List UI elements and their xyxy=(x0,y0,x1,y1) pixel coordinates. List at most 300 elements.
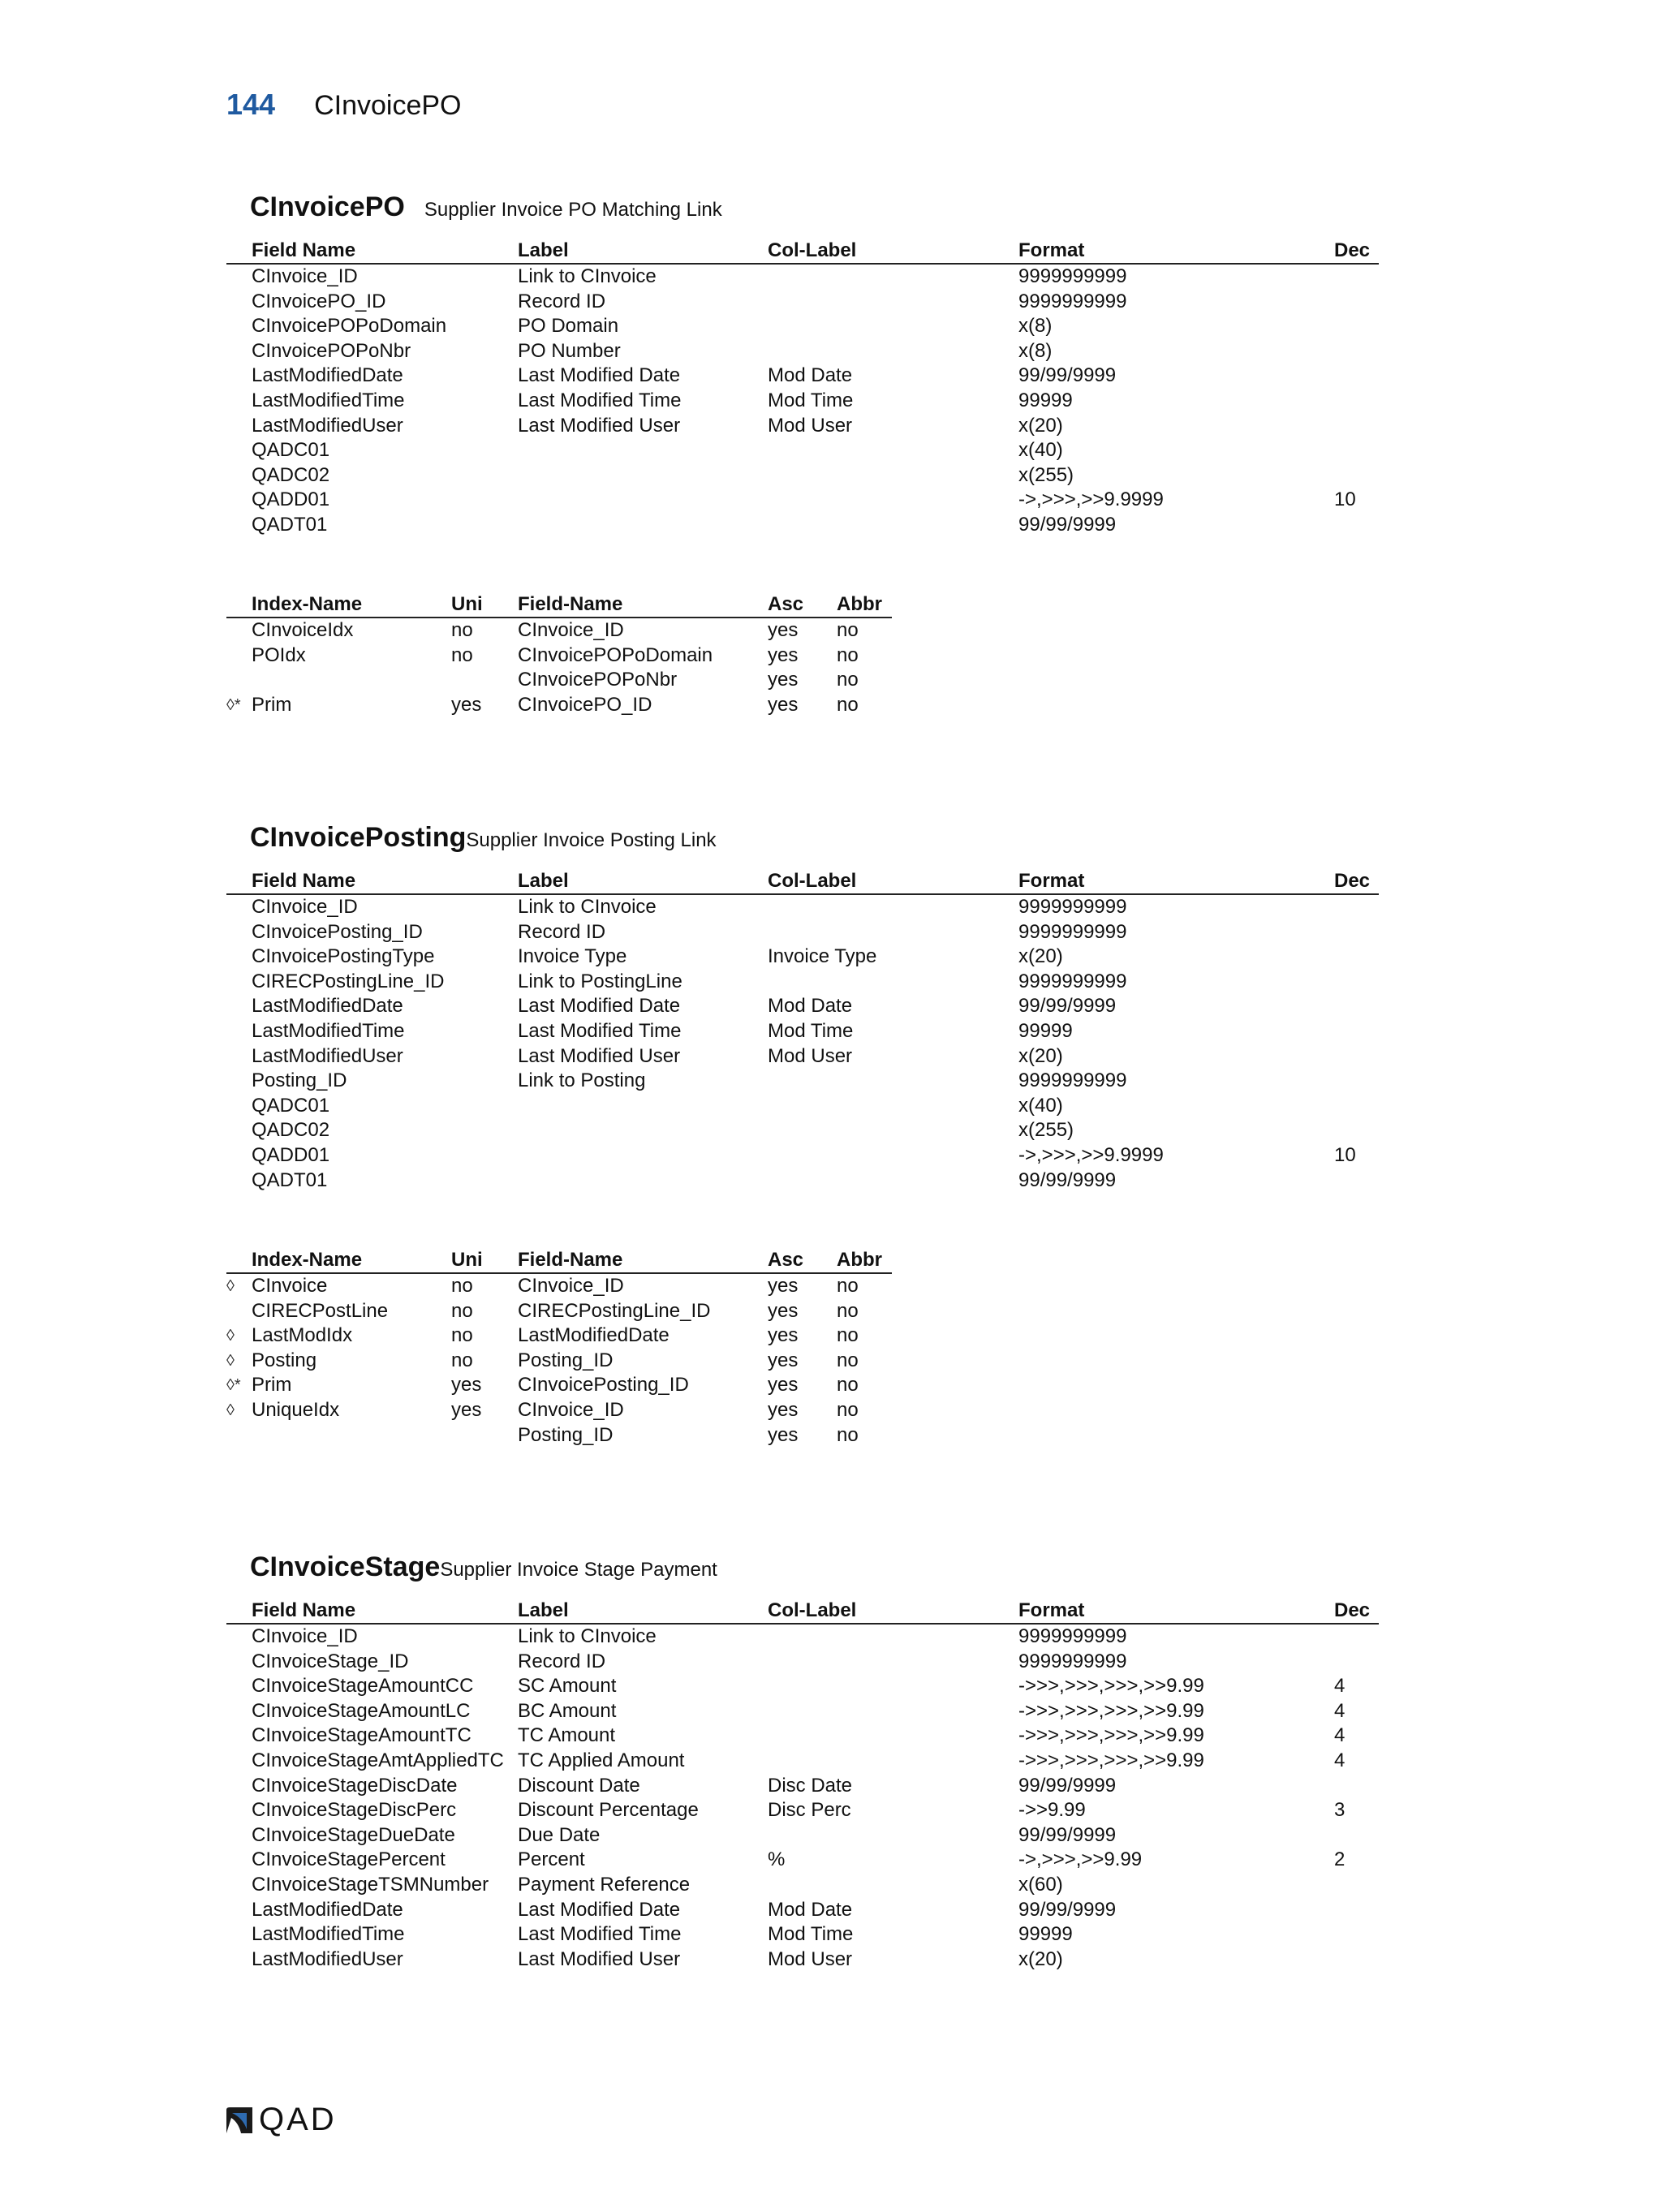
asc-cell: yes xyxy=(768,643,799,666)
dec-cell xyxy=(1334,1069,1379,1094)
dec-cell xyxy=(1334,314,1379,339)
index-row xyxy=(226,1423,892,1448)
format-cell: x(20) xyxy=(1018,414,1063,437)
format-cell: x(60) xyxy=(1018,1873,1063,1896)
col-label-cell: Mod User xyxy=(768,1947,853,1970)
format-cell: x(20) xyxy=(1018,1947,1063,1970)
dec-cell xyxy=(1334,290,1379,315)
label-cell: Last Modified Date xyxy=(518,1898,681,1921)
row-spacer xyxy=(226,945,252,970)
field-name-cell: CInvoicePOPoDomain xyxy=(252,315,447,338)
col-label-cell: Mod Time xyxy=(768,1923,854,1946)
format-cell: 99999 xyxy=(1018,1923,1073,1946)
index-row xyxy=(226,668,892,693)
table-row xyxy=(226,994,1379,1019)
field-name-cell: CInvoiceStageAmountCC xyxy=(252,1675,474,1698)
field-name-cell: QADC02 xyxy=(252,1119,330,1142)
format-cell: 99999 xyxy=(1018,389,1073,411)
format-cell: 9999999999 xyxy=(1018,1069,1127,1092)
col-label-cell xyxy=(768,265,1018,290)
label-cell xyxy=(518,513,768,538)
abbr-cell: no xyxy=(837,1423,859,1446)
col-label-cell: Disc Date xyxy=(768,1774,853,1797)
row-spacer xyxy=(226,1044,252,1069)
field-name-cell: LastModifiedUser xyxy=(252,1947,403,1970)
field-name-cell: CInvoice_ID xyxy=(518,619,624,641)
col-label-cell: Mod Time xyxy=(768,1019,854,1042)
field-name-cell: CInvoice_ID xyxy=(252,896,358,918)
label-cell xyxy=(518,1168,768,1194)
dec-cell xyxy=(1334,364,1379,389)
label-cell: Percent xyxy=(518,1848,585,1871)
label-cell: Link to PostingLine xyxy=(518,970,682,992)
table-row xyxy=(226,265,1379,290)
dec-cell xyxy=(1334,463,1379,488)
dec-cell: 10 xyxy=(1334,1143,1356,1166)
dec-cell xyxy=(1334,895,1379,920)
field-table xyxy=(226,869,1379,1193)
col-label-header: Col-Label xyxy=(768,1599,857,1621)
index-row xyxy=(226,1323,892,1349)
asc-cell: yes xyxy=(768,669,799,691)
asc-cell: yes xyxy=(768,693,799,716)
col-label-cell xyxy=(768,438,1018,463)
format-cell: x(20) xyxy=(1018,945,1063,968)
table-row xyxy=(226,314,1379,339)
abbr-cell: no xyxy=(837,1349,859,1371)
field-name-cell: CInvoiceStageAmtAppliedTC xyxy=(252,1749,504,1771)
table-row xyxy=(226,1898,1379,1923)
abbr-header: Abbr xyxy=(837,593,882,615)
index-row xyxy=(226,1299,892,1324)
asc-cell: yes xyxy=(768,619,799,641)
format-cell: x(8) xyxy=(1018,339,1053,362)
format-cell: 9999999999 xyxy=(1018,970,1127,992)
format-cell: x(20) xyxy=(1018,1044,1063,1067)
row-spacer xyxy=(226,339,252,364)
table-description: Supplier Invoice Posting Link xyxy=(466,829,717,851)
dec-cell: 10 xyxy=(1334,488,1356,511)
label-cell: Record ID xyxy=(518,290,606,312)
field-name-cell: LastModifiedDate xyxy=(518,1324,670,1347)
section-title xyxy=(250,192,722,223)
table-row xyxy=(226,1019,1379,1044)
label-cell: Discount Percentage xyxy=(518,1799,699,1822)
label-cell: Last Modified User xyxy=(518,1044,681,1067)
format-cell: 9999999999 xyxy=(1018,896,1127,918)
index-row xyxy=(226,693,892,718)
field-name-cell: LastModifiedDate xyxy=(252,364,403,387)
field-name-cell: LastModifiedUser xyxy=(252,1044,403,1067)
index-name-cell: Prim xyxy=(252,693,292,716)
field-name-cell: LastModifiedTime xyxy=(252,389,405,411)
index-marker: ◊ xyxy=(226,1401,235,1419)
index-name-cell: Prim xyxy=(252,1374,292,1396)
table-row xyxy=(226,1724,1379,1749)
table-row xyxy=(226,488,1379,513)
col-label-cell: Disc Perc xyxy=(768,1799,851,1822)
field-table xyxy=(226,239,1379,538)
format-cell: 9999999999 xyxy=(1018,265,1127,287)
table-row xyxy=(226,339,1379,364)
page-number: 144 xyxy=(226,88,276,121)
field-name-cell: LastModifiedTime xyxy=(252,1923,405,1946)
label-cell: Link to CInvoice xyxy=(518,1625,657,1647)
label-cell xyxy=(518,1118,768,1143)
table-row xyxy=(226,1848,1379,1873)
format-cell: ->,>>>,>>9.9999 xyxy=(1018,488,1164,511)
uni-cell: no xyxy=(451,1299,473,1322)
field-name-cell: CInvoiceStageDueDate xyxy=(252,1823,455,1846)
table-name: CInvoicePosting xyxy=(250,822,467,853)
field-name-cell: QADT01 xyxy=(252,1168,328,1191)
header-spacer xyxy=(226,592,252,617)
field-name-cell: LastModifiedTime xyxy=(252,1019,405,1042)
table-row xyxy=(226,389,1379,414)
col-label-cell xyxy=(768,314,1018,339)
index-table xyxy=(226,592,892,717)
label-cell: BC Amount xyxy=(518,1699,617,1722)
row-spacer xyxy=(226,1143,252,1168)
index-table-header xyxy=(226,592,892,618)
dec-cell xyxy=(1334,1898,1379,1923)
dec-cell xyxy=(1334,970,1379,995)
dec-cell xyxy=(1334,1774,1379,1799)
table-row xyxy=(226,1168,1379,1194)
label-cell: Last Modified User xyxy=(518,1947,681,1970)
row-spacer xyxy=(226,1118,252,1143)
col-label-cell xyxy=(768,1118,1018,1143)
col-label-cell: Invoice Type xyxy=(768,945,877,968)
index-name-cell xyxy=(252,1423,451,1448)
row-spacer xyxy=(226,314,252,339)
index-row xyxy=(226,643,892,669)
dec-cell xyxy=(1334,339,1379,364)
field-name-cell: CInvoicePOPoNbr xyxy=(252,339,411,362)
dec-cell: 4 xyxy=(1334,1724,1346,1747)
dec-cell: 4 xyxy=(1334,1699,1346,1722)
label-cell xyxy=(518,438,768,463)
format-cell: 99999 xyxy=(1018,1019,1073,1042)
label-cell xyxy=(518,463,768,488)
col-label-cell xyxy=(768,895,1018,920)
dec-cell xyxy=(1334,1044,1379,1069)
row-spacer xyxy=(226,1724,252,1749)
asc-header: Asc xyxy=(768,593,804,615)
index-row xyxy=(226,1373,892,1398)
label-cell: Last Modified User xyxy=(518,414,681,437)
label-cell: Link to Posting xyxy=(518,1069,646,1092)
label-cell xyxy=(518,1094,768,1119)
col-label-cell xyxy=(768,290,1018,315)
asc-cell: yes xyxy=(768,1423,799,1446)
format-cell: ->,>>>,>>9.9999 xyxy=(1018,1143,1164,1166)
col-label-cell xyxy=(768,1873,1018,1898)
table-row xyxy=(226,438,1379,463)
table-row xyxy=(226,513,1379,538)
field-table-header xyxy=(226,869,1379,895)
format-cell: ->,>>>,>>9.99 xyxy=(1018,1848,1143,1871)
field-name-cell: CInvoice_ID xyxy=(518,1275,624,1297)
row-spacer xyxy=(226,1674,252,1699)
col-label-cell xyxy=(768,463,1018,488)
field-name-header: Field-Name xyxy=(518,593,623,615)
dec-cell xyxy=(1334,1922,1379,1947)
index-name-cell: POIdx xyxy=(252,643,306,666)
field-name-cell: LastModifiedUser xyxy=(252,414,403,437)
row-spacer xyxy=(226,1094,252,1119)
col-label-cell xyxy=(768,1674,1018,1699)
field-name-cell: CIRECPostingLine_ID xyxy=(252,970,445,992)
field-name-cell: CInvoiceStageAmountLC xyxy=(252,1699,471,1722)
col-label-cell xyxy=(768,1749,1018,1774)
format-cell: x(255) xyxy=(1018,463,1074,486)
row-spacer xyxy=(226,488,252,513)
dec-cell xyxy=(1334,1019,1379,1044)
col-label-cell: Mod User xyxy=(768,414,853,437)
label-cell: Record ID xyxy=(518,920,606,943)
index-name-cell: CIRECPostLine xyxy=(252,1299,389,1322)
field-name-header: Field-Name xyxy=(518,1249,623,1271)
label-cell: SC Amount xyxy=(518,1675,617,1698)
dec-cell xyxy=(1334,1094,1379,1119)
format-header: Format xyxy=(1018,870,1085,892)
label-cell: Payment Reference xyxy=(518,1873,691,1896)
field-name-cell: QADD01 xyxy=(252,488,330,511)
table-name: CInvoicePO xyxy=(250,192,405,222)
row-spacer xyxy=(226,513,252,538)
label-cell: Last Modified Date xyxy=(518,364,681,387)
field-name-cell: CInvoice_ID xyxy=(518,1398,624,1421)
dec-cell xyxy=(1334,945,1379,970)
abbr-cell: no xyxy=(837,693,859,716)
header-spacer xyxy=(226,869,252,893)
field-name-cell: Posting_ID xyxy=(518,1349,614,1371)
row-spacer xyxy=(226,1922,252,1947)
format-header: Format xyxy=(1018,239,1085,261)
field-name-cell: CInvoicePOPoDomain xyxy=(518,643,713,666)
field-name-header: Field Name xyxy=(252,239,356,261)
abbr-cell: no xyxy=(837,1398,859,1421)
row-spacer xyxy=(226,970,252,995)
logo-text: QAD xyxy=(259,2102,337,2137)
row-spacer xyxy=(226,1069,252,1094)
row-spacer xyxy=(226,1873,252,1898)
uni-cell: yes xyxy=(451,693,482,716)
qad-logo xyxy=(225,2102,337,2138)
field-name-header: Field Name xyxy=(252,870,356,892)
row-spacer xyxy=(226,1898,252,1923)
label-header: Label xyxy=(518,239,569,261)
field-name-cell: CInvoiceStageTSMNumber xyxy=(252,1873,489,1896)
index-marker xyxy=(226,668,252,693)
label-cell: TC Amount xyxy=(518,1724,616,1747)
col-label-cell xyxy=(768,1069,1018,1094)
index-row xyxy=(226,1274,892,1299)
format-cell: 9999999999 xyxy=(1018,920,1127,943)
table-row xyxy=(226,1674,1379,1699)
col-label-cell xyxy=(768,1143,1018,1168)
index-name-header: Index-Name xyxy=(252,593,363,615)
field-name-cell: QADT01 xyxy=(252,513,328,536)
col-label-cell xyxy=(768,1625,1018,1650)
field-name-cell: CInvoicePosting_ID xyxy=(252,920,423,943)
format-cell: 99/99/9999 xyxy=(1018,1898,1117,1921)
table-row xyxy=(226,1143,1379,1168)
index-marker xyxy=(226,1423,252,1448)
format-cell: x(255) xyxy=(1018,1119,1074,1142)
col-label-cell: Mod Date xyxy=(768,364,853,387)
label-header: Label xyxy=(518,870,569,892)
asc-cell: yes xyxy=(768,1324,799,1347)
col-label-cell: Mod User xyxy=(768,1044,853,1067)
col-label-cell xyxy=(768,920,1018,945)
format-cell: 99/99/9999 xyxy=(1018,364,1117,387)
index-name-cell xyxy=(252,668,451,693)
abbr-cell: no xyxy=(837,1299,859,1322)
table-row xyxy=(226,463,1379,488)
dec-cell xyxy=(1334,1650,1379,1675)
asc-cell: yes xyxy=(768,1374,799,1396)
format-cell: ->>>,>>>,>>>,>>9.99 xyxy=(1018,1749,1204,1771)
index-name-cell: Posting xyxy=(252,1349,317,1371)
field-name-cell: CInvoicePostingType xyxy=(252,945,435,968)
format-cell: ->>>,>>>,>>>,>>9.99 xyxy=(1018,1724,1204,1747)
field-name-cell: CInvoiceStageDiscPerc xyxy=(252,1799,457,1822)
header-spacer xyxy=(226,1248,252,1272)
abbr-cell: no xyxy=(837,669,859,691)
uni-cell: yes xyxy=(451,1374,482,1396)
abbr-cell: no xyxy=(837,619,859,641)
dec-header: Dec xyxy=(1334,1599,1371,1621)
index-row xyxy=(226,1349,892,1374)
format-cell: 99/99/9999 xyxy=(1018,1168,1117,1191)
table-row xyxy=(226,414,1379,439)
uni-cell xyxy=(451,1423,518,1448)
index-marker xyxy=(226,1299,252,1324)
format-cell: 99/99/9999 xyxy=(1018,995,1117,1018)
uni-cell: no xyxy=(451,1349,473,1371)
label-cell: PO Domain xyxy=(518,315,619,338)
format-cell: x(8) xyxy=(1018,315,1053,338)
asc-cell: yes xyxy=(768,1349,799,1371)
field-name-cell: CInvoiceStagePercent xyxy=(252,1848,446,1871)
format-cell: ->>>,>>>,>>>,>>9.99 xyxy=(1018,1699,1204,1722)
col-label-cell xyxy=(768,1823,1018,1848)
index-row xyxy=(226,1398,892,1423)
label-cell: PO Number xyxy=(518,339,621,362)
label-cell: Record ID xyxy=(518,1650,606,1672)
col-label-cell xyxy=(768,1699,1018,1724)
row-spacer xyxy=(226,463,252,488)
col-label-cell xyxy=(768,488,1018,513)
field-name-cell: CInvoice_ID xyxy=(252,265,358,287)
index-marker: ◊ xyxy=(226,1351,235,1370)
row-spacer xyxy=(226,1947,252,1973)
dec-cell xyxy=(1334,513,1379,538)
uni-cell: no xyxy=(451,619,473,641)
field-name-cell: CInvoicePOPoNbr xyxy=(518,669,678,691)
row-spacer xyxy=(226,389,252,414)
dec-cell xyxy=(1334,1873,1379,1898)
row-spacer xyxy=(226,364,252,389)
table-row xyxy=(226,1873,1379,1898)
dec-cell xyxy=(1334,414,1379,439)
row-spacer xyxy=(226,438,252,463)
row-spacer xyxy=(226,1848,252,1873)
col-label-cell xyxy=(768,970,1018,995)
row-spacer xyxy=(226,920,252,945)
uni-cell: no xyxy=(451,1324,473,1347)
row-spacer xyxy=(226,1798,252,1823)
abbr-cell: no xyxy=(837,1275,859,1297)
abbr-cell: no xyxy=(837,1324,859,1347)
abbr-cell: no xyxy=(837,643,859,666)
row-spacer xyxy=(226,1774,252,1799)
format-cell: 9999999999 xyxy=(1018,290,1127,312)
table-row xyxy=(226,1749,1379,1774)
col-label-header: Col-Label xyxy=(768,870,857,892)
label-cell: Link to CInvoice xyxy=(518,896,657,918)
dec-cell: 2 xyxy=(1334,1848,1346,1871)
label-cell xyxy=(518,1143,768,1168)
col-label-cell xyxy=(768,1650,1018,1675)
field-name-cell: CInvoicePO_ID xyxy=(518,693,652,716)
dec-cell xyxy=(1334,389,1379,414)
table-row xyxy=(226,895,1379,920)
table-row xyxy=(226,1625,1379,1650)
table-row xyxy=(226,1922,1379,1947)
dec-cell xyxy=(1334,438,1379,463)
field-name-cell: QADC01 xyxy=(252,1094,330,1117)
asc-cell: yes xyxy=(768,1275,799,1297)
label-cell: Link to CInvoice xyxy=(518,265,657,287)
asc-header: Asc xyxy=(768,1249,804,1271)
row-spacer xyxy=(226,1823,252,1848)
row-spacer xyxy=(226,290,252,315)
dec-cell xyxy=(1334,1823,1379,1848)
index-marker xyxy=(226,618,252,643)
row-spacer xyxy=(226,265,252,290)
label-cell: Last Modified Time xyxy=(518,1019,682,1042)
index-marker: ◊ xyxy=(226,1277,235,1295)
table-row xyxy=(226,1699,1379,1724)
field-name-cell: Posting_ID xyxy=(518,1423,614,1446)
index-name-cell: LastModIdx xyxy=(252,1324,353,1347)
dec-cell xyxy=(1334,1168,1379,1194)
page-header xyxy=(226,88,461,128)
field-name-cell: CInvoiceStageAmountTC xyxy=(252,1724,471,1747)
field-name-header: Field Name xyxy=(252,1599,356,1621)
index-name-header: Index-Name xyxy=(252,1249,363,1271)
col-label-cell xyxy=(768,1094,1018,1119)
format-cell: 99/99/9999 xyxy=(1018,1823,1117,1846)
label-cell: Discount Date xyxy=(518,1774,640,1797)
index-table-header xyxy=(226,1248,892,1274)
index-marker xyxy=(226,643,252,669)
label-cell: Last Modified Time xyxy=(518,1923,682,1946)
dec-cell xyxy=(1334,1625,1379,1650)
format-cell: ->>9.99 xyxy=(1018,1799,1086,1822)
section-title xyxy=(250,1551,717,1583)
row-spacer xyxy=(226,994,252,1019)
col-label-cell: Mod Date xyxy=(768,995,853,1018)
field-name-cell: QADC01 xyxy=(252,439,330,462)
table-description: Supplier Invoice PO Matching Link xyxy=(424,199,722,221)
label-header: Label xyxy=(518,1599,569,1621)
uni-cell: no xyxy=(451,1275,473,1297)
index-name-cell: CInvoiceIdx xyxy=(252,619,354,641)
